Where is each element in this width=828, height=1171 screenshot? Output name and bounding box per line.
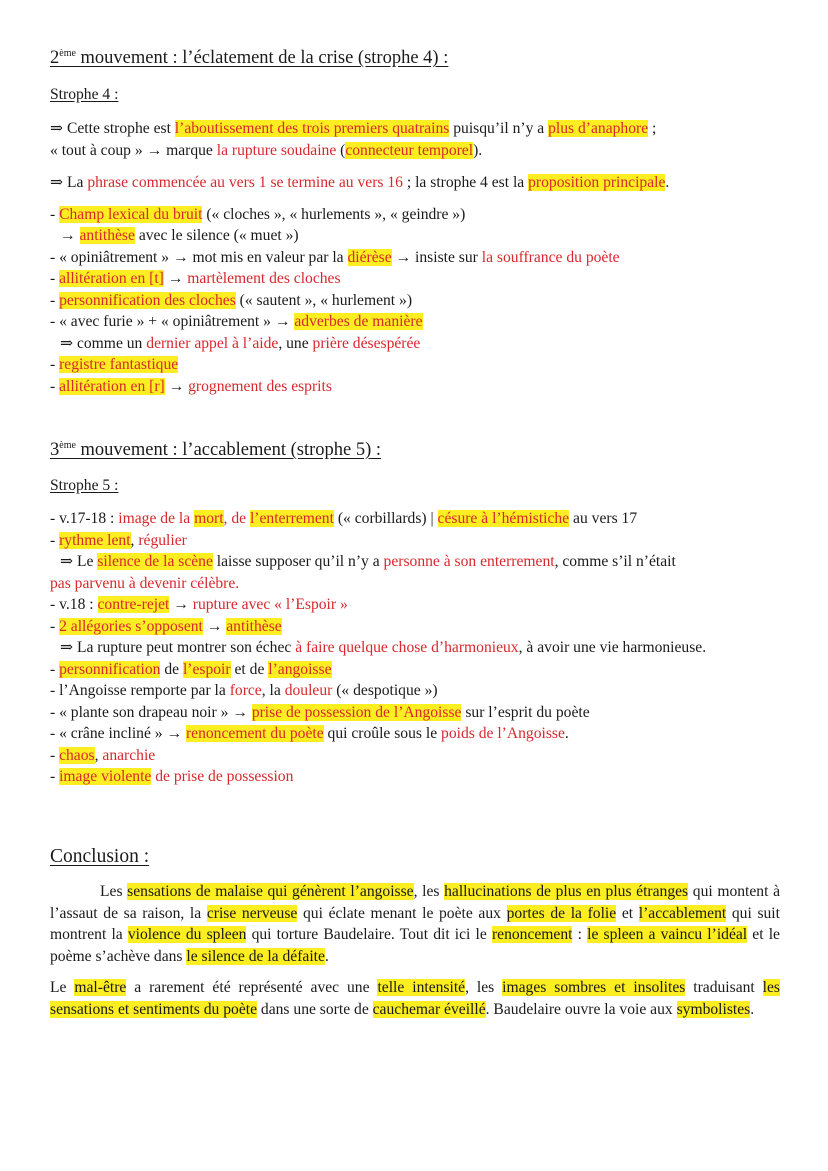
list-item: - v.18 : contre-rejet → rupture avec « l’Espoir »: [50, 596, 348, 613]
list-item: ⇒ La rupture peut montrer son échec à faire quelque chose d’harmonieux, à avoir une vie harmonieuse.: [60, 639, 707, 656]
list-item: - personnification des cloches (« sautent », « hurlement »): [50, 291, 413, 309]
strophe-4-title: Strophe 4 :: [50, 86, 119, 103]
strophe-5-block: [50, 508, 780, 788]
list-item: - « plante son drapeau noir » → prise de possession de l’Angoisse sur l’esprit du poète: [50, 703, 590, 721]
list-item: - « crâne incliné » → renoncement du poète qui croûle sous le poids de l’Angoisse.: [50, 725, 569, 742]
list-item: - rythme lent, régulier: [50, 531, 187, 549]
section-heading-2: 2ème mouvement : l’éclatement de la crise (strophe 4) :: [50, 48, 449, 69]
conclusion-paragraph-1: Les sensations de malaise qui génèrent l’angoisse, les hallucinations de plus en plus étranges qui montent à l’assaut de sa raison, la crise nerveuse qui éclate menant le poète aux portes de la folie et l’accablement qui suit montrent la violence du spleen qui torture Baudelaire. Tout dit ici le renoncement : le spleen a vaincu l’idéal et le poème s’achève dans le silence de la défaite.: [50, 883, 780, 965]
list-item: - « avec furie » + « opiniâtrement » → adverbes de manière: [50, 313, 423, 330]
list-item: - 2 allégories s’opposent → antithèse: [50, 617, 282, 635]
list-item: - « opiniâtrement » → mot mis en valeur par la diérèse → insiste sur la souffrance du poète: [50, 248, 620, 266]
list-item: - personnification de l’espoir et de l’angoisse: [50, 660, 332, 678]
list-item: - allitération en [r] → grognement des esprits: [50, 377, 332, 395]
strophe-5-title: Strophe 5 :: [50, 477, 119, 494]
list-item: - Champ lexical du bruit (« cloches », « hurlements », « geindre »): [50, 205, 466, 223]
strophe-4-block: [50, 118, 780, 397]
conclusion-heading: Conclusion :: [50, 846, 150, 867]
list-item: pas parvenu à devenir célèbre.: [50, 574, 240, 592]
list-item: - registre fantastique: [50, 356, 179, 373]
conclusion-block: [50, 881, 780, 1020]
list-item: - chaos, anarchie: [50, 746, 156, 764]
text-line: ⇒ Cette strophe est l’aboutissement des trois premiers quatrains puisqu’il n’y a plus d’anaphore ;: [50, 120, 657, 137]
text-line: « tout à coup » → marque la rupture soudaine (connecteur temporel).: [50, 141, 483, 159]
list-item: - image violente de prise de possession: [50, 768, 294, 785]
section-heading-3: 3ème mouvement : l’accablement (strophe 5) :: [50, 440, 382, 461]
list-item: ⇒ Le silence de la scène laisse supposer qu’il n’y a personne à son enterrement, comme s’il n’était: [60, 553, 676, 570]
list-item: ⇒ comme un dernier appel à l’aide, une prière désespérée: [60, 334, 421, 352]
list-item: → antithèse avec le silence (« muet »): [60, 227, 299, 244]
list-item: - allitération en [t] → martèlement des cloches: [50, 270, 341, 287]
list-item: - v.17-18 : image de la mort, de l’enterrement (« corbillards) | césure à l’hémistiche au vers 17: [50, 510, 638, 527]
conclusion-paragraph-2: Le mal-être a rarement été représenté avec une telle intensité, les images sombres et insolites traduisant les sensations et sentiments du poète dans une sorte de cauchemar éveillé. Baudelaire ouvre la voie aux symbolistes.: [50, 979, 780, 1018]
text-line: ⇒ La phrase commencée au vers 1 se termine au vers 16 ; la strophe 4 est la proposition principale.: [50, 174, 670, 191]
list-item: - l’Angoisse remporte par la force, la douleur (« despotique »): [50, 682, 438, 699]
